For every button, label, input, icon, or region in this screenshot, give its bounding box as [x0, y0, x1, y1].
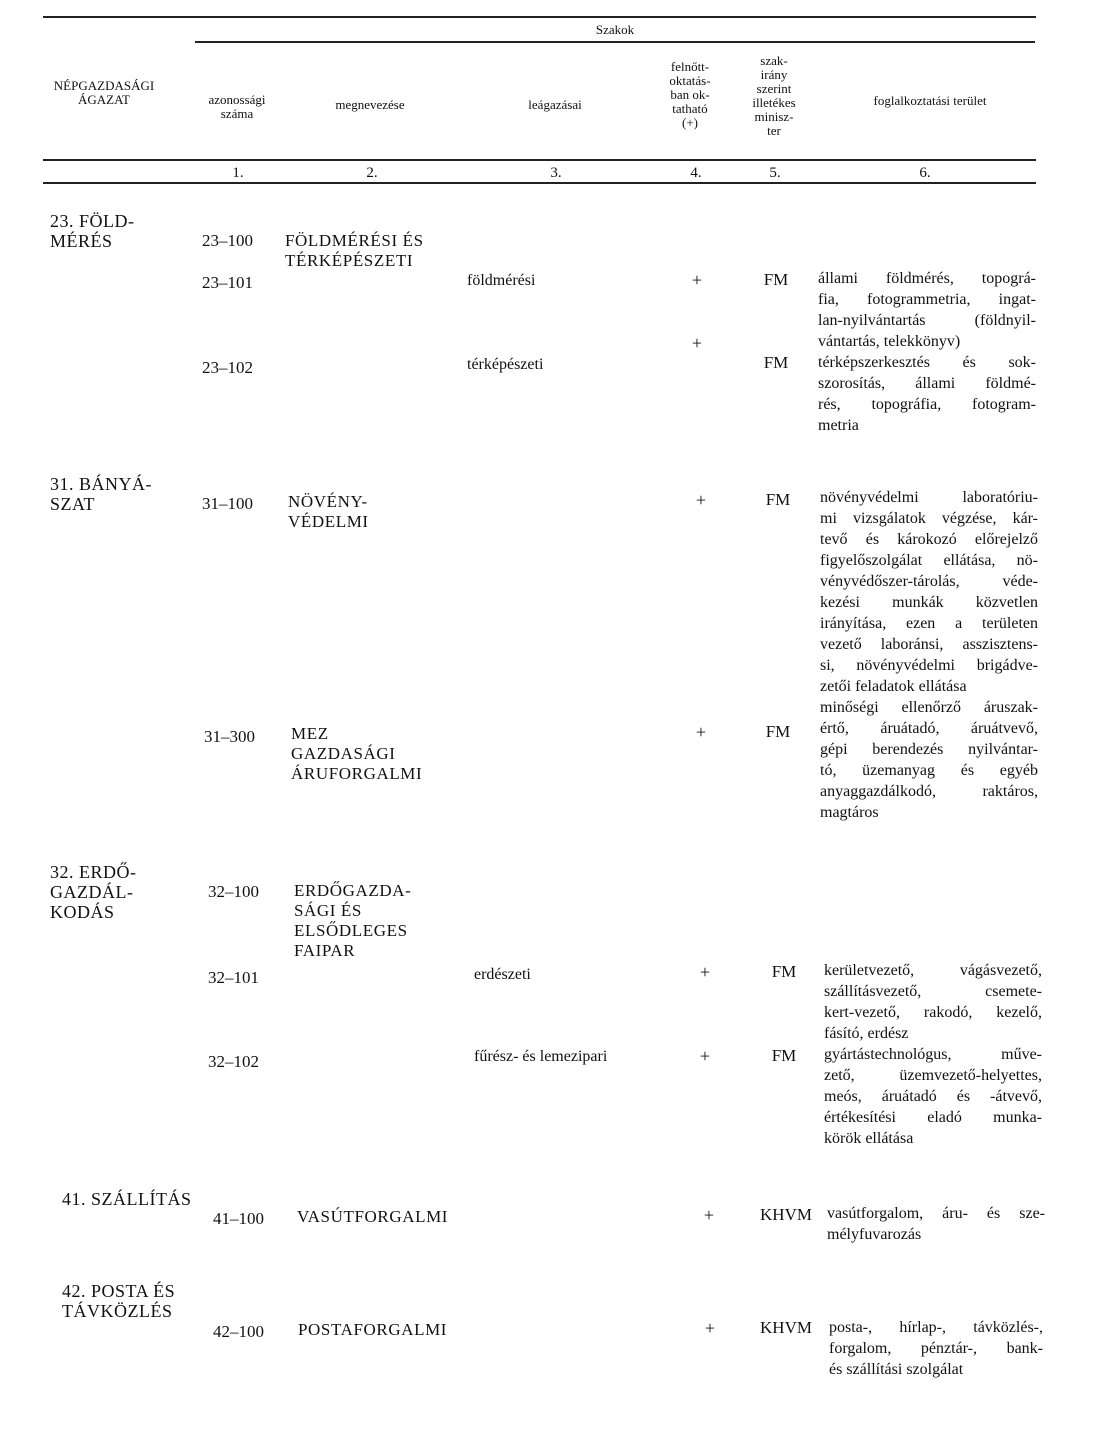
- code-23-102: 23–102: [202, 358, 253, 377]
- plus-32-102: +: [699, 1046, 711, 1066]
- minister-31-300: FM: [765, 722, 791, 741]
- branch-32-102: fűrész- és lemezipari: [474, 1048, 608, 1065]
- minister-23-102: FM: [763, 353, 789, 372]
- plus-32-101: +: [699, 962, 711, 982]
- name-41-100: VASÚTFORGALMI: [297, 1207, 449, 1226]
- name-col-heading: megnevezése: [335, 97, 405, 112]
- colnum-rule: [43, 182, 1036, 184]
- area-23-102: térképszerkesztés és sok- szorosítás, állami földmé- rés, topográfia, fotogram- metria: [818, 354, 1036, 434]
- area-col-heading: foglalkoztatási terület: [873, 93, 987, 108]
- header-top-rule: [43, 16, 1036, 18]
- code-31-100: 31–100: [202, 494, 253, 513]
- branch-23-101: földmérési: [467, 272, 536, 289]
- area-31-300: értő, áruátadó, áruátvevő, gépi berendezés nyilvántar- tó, üzemanyag és egyéb anyaggazdálkodó, raktáros, magtáros: [820, 720, 1038, 821]
- branch-23-102: térképészeti: [467, 356, 544, 373]
- colnum-2: 2.: [366, 165, 378, 181]
- area-42-100: posta-, hírlap-, távközlés-, forgalom, pénztár-, bank- és szállítási szolgálat: [829, 1319, 1043, 1378]
- area-31-100: növényvédelmi laboratóriu- mi vizsgálatok végzése, kár- tevő és károkozó előrejelző figyelőszolgálat ellátása, nö- vényvédőszer-tárolás, véde- kezési munkák közvetlen irányítása, ezen a területen vezető laboránsi, asszisztens- si, növényvédelmi brigádve- zetői feladatok ellátása: [820, 489, 1038, 695]
- area-31-300-pre: minőségi ellenőrző áruszak-: [820, 699, 1038, 716]
- szakok-heading: Szakok: [595, 22, 635, 37]
- area-32-102: gyártástechnológus, műve- zető, üzemvezető-helyettes, meós, áruátadó és -átvevő, értékesítési eladó munka- körök ellátása: [824, 1046, 1042, 1147]
- branch-32-101: erdészeti: [474, 966, 531, 983]
- sector-41: 41. SZÁLLÍTÁS: [62, 1189, 192, 1209]
- plus-23-102: +: [691, 333, 703, 353]
- header-bottom-rule: [43, 159, 1036, 161]
- colnum-3: 3.: [550, 165, 562, 181]
- minister-32-101: FM: [771, 962, 797, 981]
- minister-col-heading: szak- irány szerint illetékes minisz- ter: [752, 53, 796, 138]
- colnum-5: 5.: [769, 165, 781, 181]
- minister-32-102: FM: [771, 1046, 797, 1065]
- plus-23-101: +: [691, 270, 703, 290]
- plus-31-300: +: [695, 722, 707, 742]
- area-23-101: állami földmérés, topográ- fia, fotogrammetria, ingat- lan-nyilvántartás (földnyil- vántartás, telekkönyv): [818, 270, 1036, 350]
- name-23-100: FÖLDMÉRÉSI ÉS TÉRKÉPÉSZETI: [285, 231, 424, 270]
- code-41-100: 41–100: [213, 1209, 264, 1228]
- minister-31-100: FM: [765, 490, 791, 509]
- code-23-100: 23–100: [202, 231, 253, 250]
- sector-42: 42. POSTA ÉS TÁVKÖZLÉS: [62, 1281, 176, 1321]
- name-32-100: ERDŐGAZDA- SÁGI ÉS ELSŐDLEGES FAIPAR: [294, 881, 412, 960]
- colnum-6: 6.: [919, 165, 931, 181]
- code-31-300: 31–300: [204, 727, 255, 746]
- code-42-100: 42–100: [213, 1322, 264, 1341]
- area-32-101: kerületvezető, vágásvezető, szállításvezető, csemete- kert-vezető, rakodó, kezelő, fásító, erdész: [824, 962, 1042, 1042]
- minister-42-100: KHVM: [760, 1318, 812, 1337]
- adult-col-heading: felnőtt- oktatás- ban ok- tatható (+): [669, 59, 711, 130]
- plus-41-100: +: [703, 1205, 715, 1225]
- name-31-100: NÖVÉNY- VÉDELMI: [288, 492, 369, 531]
- code-32-100: 32–100: [208, 882, 259, 901]
- area-41-100: vasútforgalom, áru- és sze- mélyfuvarozás: [827, 1205, 1045, 1243]
- sector-31: 31. BÁNYÁ- SZAT: [50, 474, 152, 514]
- id-col-heading: azonossági száma: [208, 92, 266, 121]
- sector-32: 32. ERDŐ- GAZDÁL- KODÁS: [50, 862, 137, 922]
- code-23-101: 23–101: [202, 273, 253, 292]
- sector-23: 23. FÖLD- MÉRÉS: [50, 211, 135, 251]
- plus-31-100: +: [695, 490, 707, 510]
- sector-col-heading: NÉPGAZDASÁGI ÁGAZAT: [53, 78, 155, 107]
- plus-42-100: +: [704, 1318, 716, 1338]
- colnum-1: 1.: [232, 165, 244, 181]
- minister-23-101: FM: [763, 270, 789, 289]
- name-42-100: POSTAFORGALMI: [298, 1320, 448, 1339]
- name-31-300: MEZ GAZDASÁGI ÁRUFORGALMI: [291, 724, 423, 783]
- szakok-rule: [195, 41, 1035, 43]
- branch-col-heading: leágazásai: [528, 97, 582, 112]
- code-32-102: 32–102: [208, 1052, 259, 1071]
- colnum-4: 4.: [690, 165, 702, 181]
- minister-41-100: KHVM: [760, 1205, 812, 1224]
- code-32-101: 32–101: [208, 968, 259, 987]
